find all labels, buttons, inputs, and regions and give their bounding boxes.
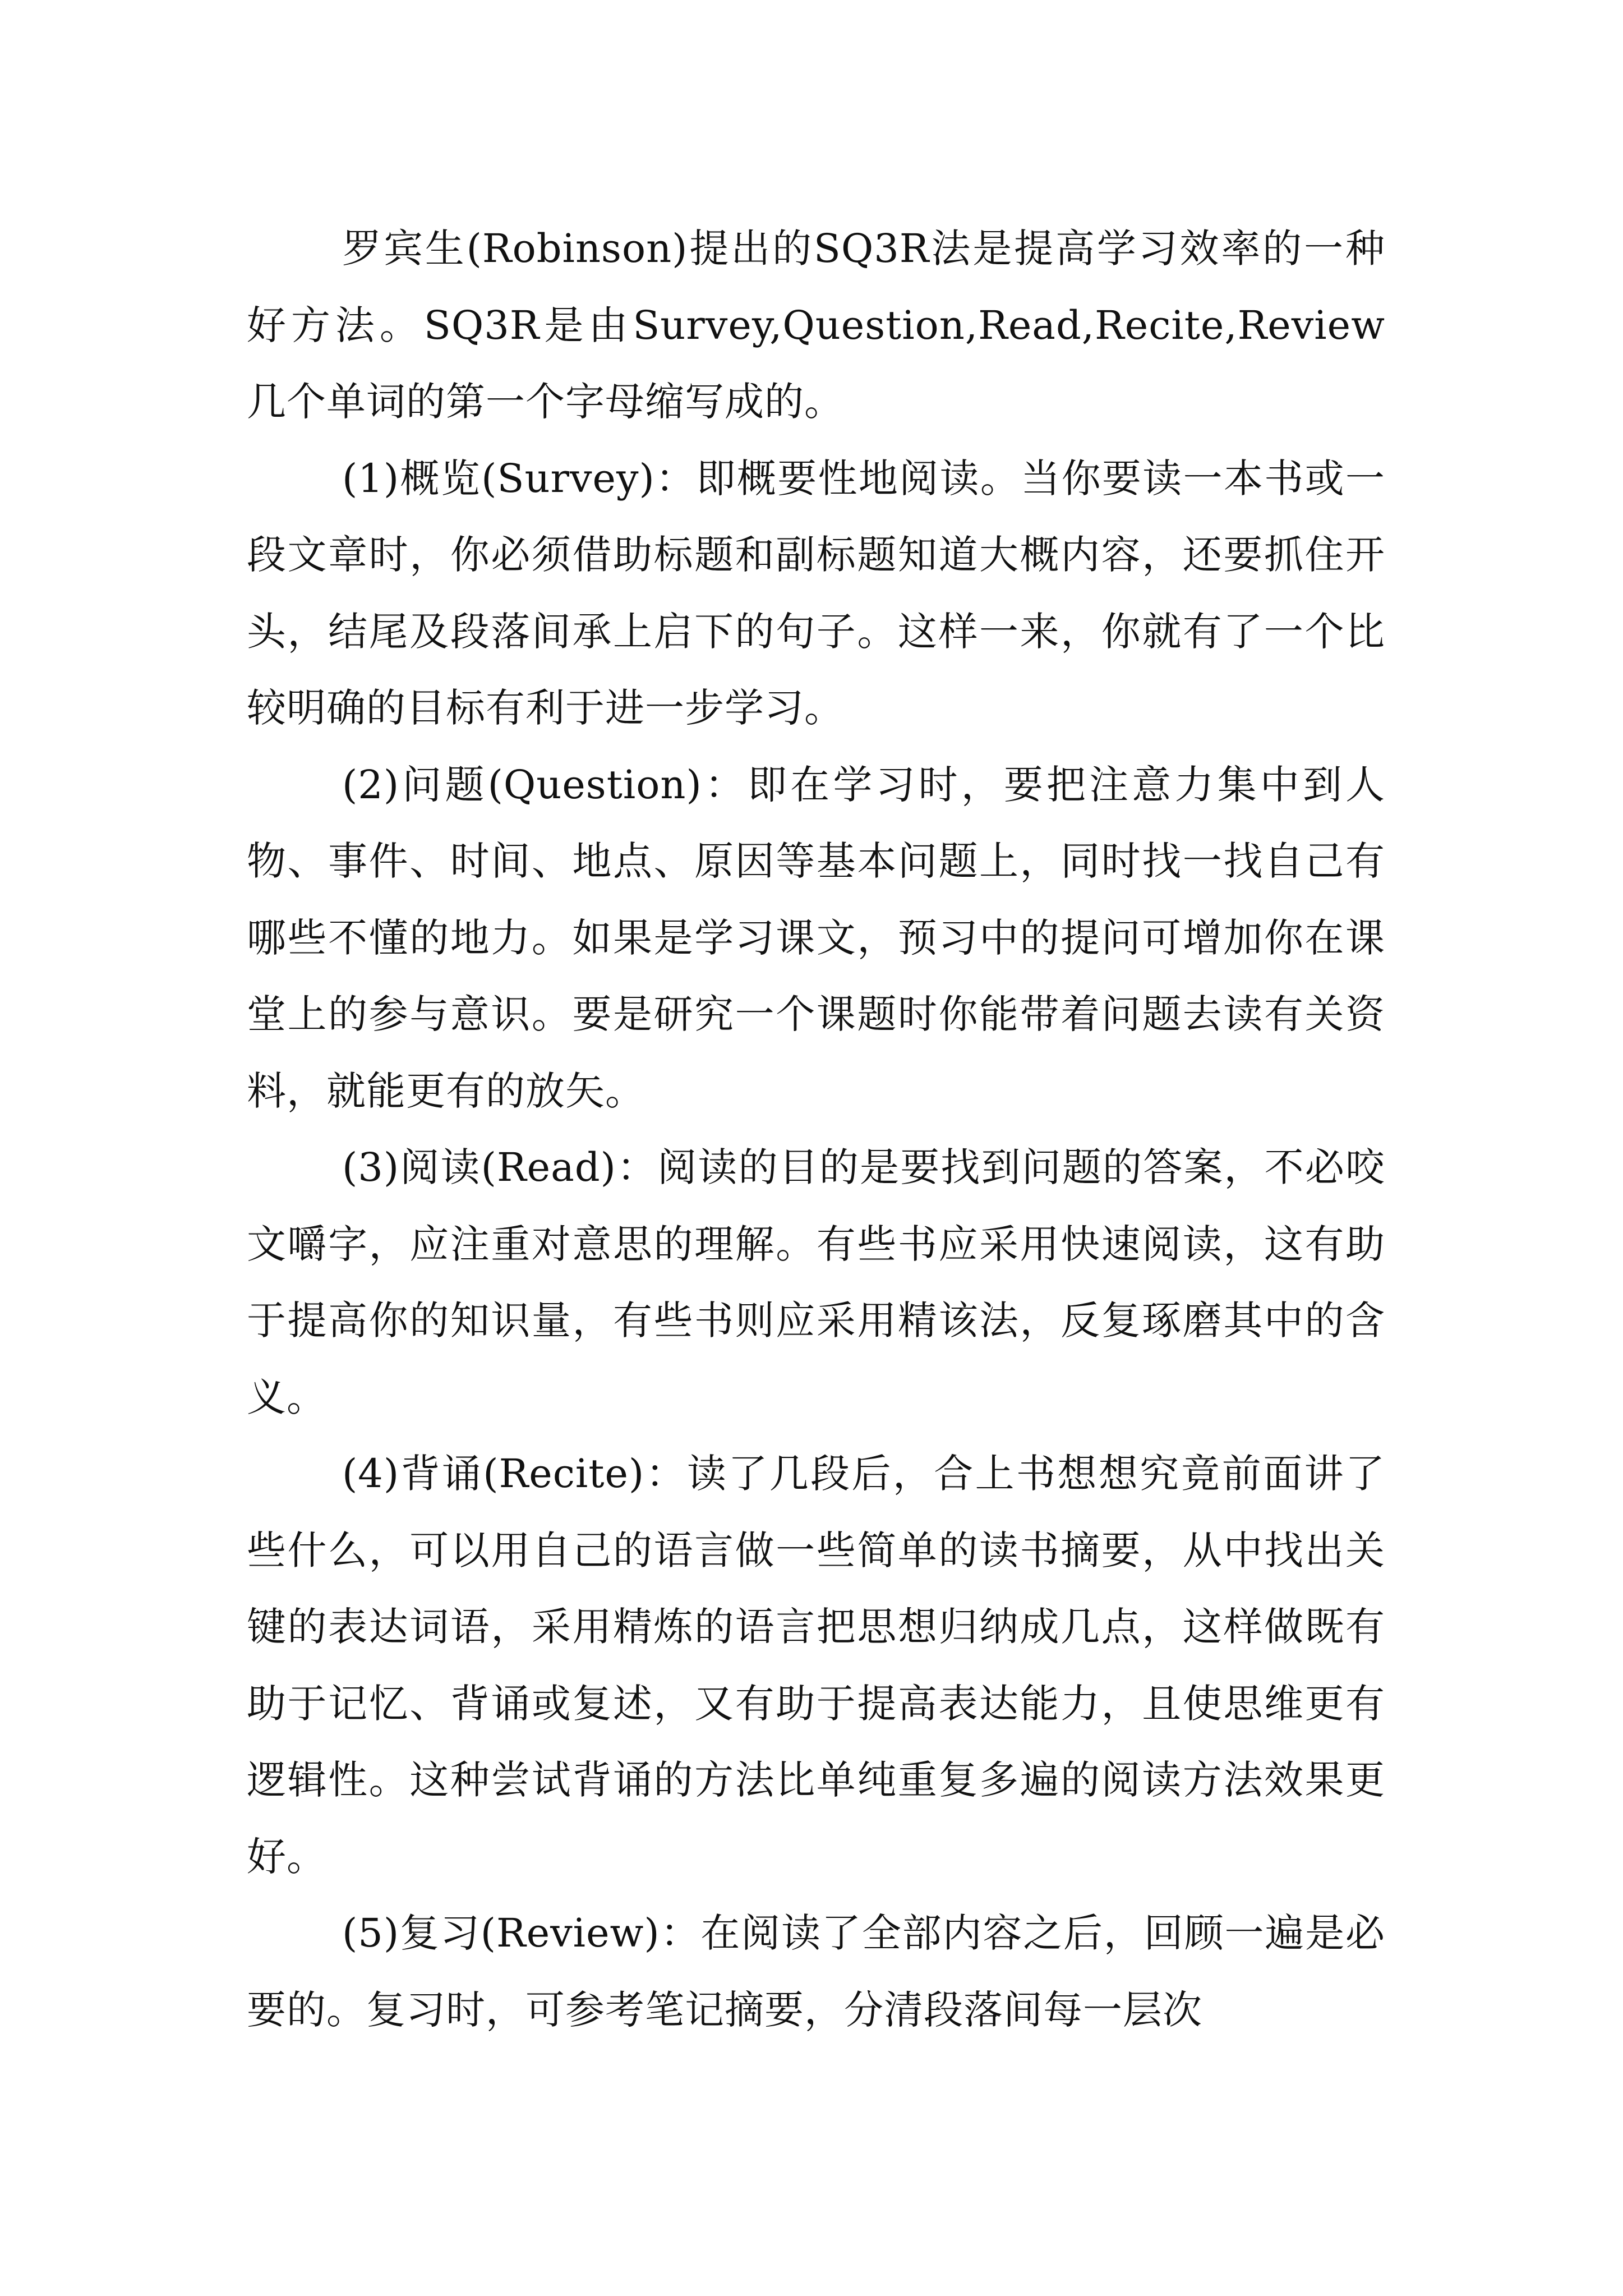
paragraph-survey: (1)概览(Survey)：即概要性地阅读。当你要读一本书或一段文章时，你必须借助标题和副标题知道大概内容，还要抓住开头，结尾及段落间承上启下的句子。这样一来，你就有了一个比较明确的目标有利于进一步学习。 — [247, 455, 1385, 731]
paragraph-question: (2)问题(Question)：即在学习时，要把注意力集中到人物、事件、时间、地点、原因等基本问题上，同时找一找自己有哪些不懂的地力。如果是学习课文，预习中的提问可增加你在课堂上的参与意识。要是研究一个课题时你能带着问题去读有关资料，就能更有的放矢。 — [247, 761, 1385, 1114]
paragraph-recite: (4)背诵(Recite)：读了几段后，合上书想想究竟前面讲了些什么，可以用自己的语言做一些简单的读书摘要，从中找出关键的表达词语，采用精炼的语言把思想归纳成几点，这样做既有助于记忆、背诵或复述，又有助于提高表达能力，且使思维更有逻辑性。这种尝试背诵的方法比单纯重复多遍的阅读方法效果更好。 — [247, 1451, 1385, 1880]
paragraph-review: (5)复习(Review)：在阅读了全部内容之后，回顾一遍是必要的。复习时，可参考笔记摘要，分清段落间每一层次 — [247, 1910, 1385, 2033]
paragraph-read: (3)阅读(Read)：阅读的目的是要找到问题的答案，不必咬文嚼字，应注重对意思的理解。有些书应采用快速阅读，这有助于提高你的知识量，有些书则应采用精该法，反复琢磨其中的含义。 — [247, 1144, 1385, 1420]
paragraph-intro: 罗宾生(Robinson)提出的SQ3R法是提高学习效率的一种好方法。SQ3R是由Survey,Question,Read,Recite,Review几个单词的第一个字母缩写成的。 — [247, 226, 1385, 425]
document-body — [247, 210, 1385, 2048]
